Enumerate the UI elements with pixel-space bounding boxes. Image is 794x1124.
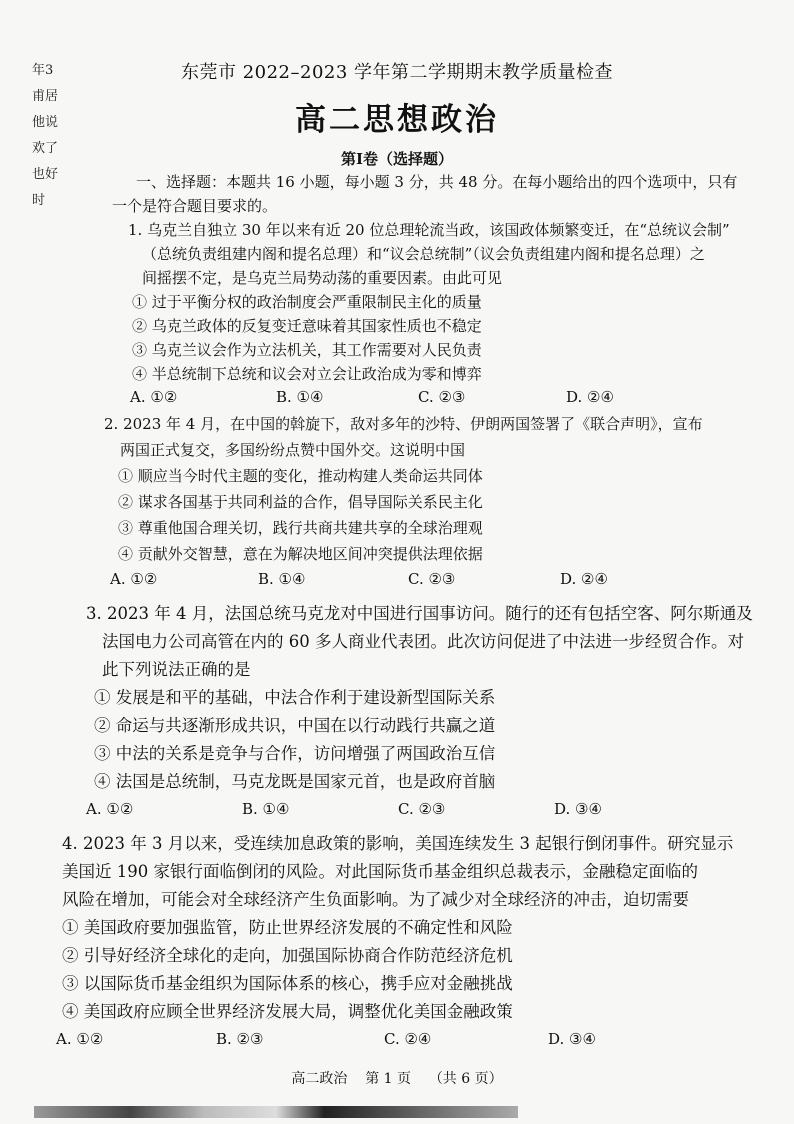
option-c[interactable]: C. ②③ <box>418 388 466 406</box>
question-item: ③ 尊重他国合理关切，践行共商共建共享的全球治理观 <box>118 519 483 537</box>
option-a[interactable]: A. ①② <box>110 570 158 588</box>
question-item: ① 顺应当今时代主题的变化，推动构建人类命运共同体 <box>118 467 483 485</box>
option-d[interactable]: D. ③④ <box>548 1030 596 1048</box>
margin-note-line <box>32 240 66 266</box>
question-item: ② 谋求各国基于共同利益的合作，倡导国际关系民主化 <box>118 493 483 511</box>
option-c[interactable]: C. ②③ <box>408 570 456 588</box>
option-d[interactable]: D. ②④ <box>560 570 608 588</box>
option-a[interactable]: A. ①② <box>130 388 178 406</box>
question-item: ① 发展是和平的基础，中法合作利于建设新型国际关系 <box>94 688 496 707</box>
exam-title: 东莞市 2022–2023 学年第二学期期末教学质量检查 <box>180 62 614 83</box>
margin-note-line: 时 <box>32 193 46 208</box>
instructions-line: 一个是符合题目要求的。 <box>112 197 278 215</box>
option-d[interactable]: D. ②④ <box>566 388 614 406</box>
question-stem-line: 1. 乌克兰自独立 30 年以来有近 20 位总理轮流当政，该国政体频繁变迁，在“总统议会制” <box>128 221 730 239</box>
question-item: ④ 半总统制下总统和议会对立会让政治成为零和博弈 <box>132 365 482 383</box>
margin-note-line: 他说 <box>32 115 59 130</box>
option-b[interactable]: B. ①④ <box>276 388 324 406</box>
scan-artifact-bar <box>34 1106 518 1118</box>
question-item: ① 过于平衡分权的政治制度会严重限制民主化的质量 <box>132 293 482 311</box>
question-stem-line: 2. 2023 年 4 月，在中国的斡旋下，敌对多年的沙特、伊朗两国签署了《联合声明》，宣布 <box>104 415 703 433</box>
option-b[interactable]: B. ①④ <box>242 800 290 818</box>
footer-page-number: 第 1 页 <box>365 1071 411 1087</box>
page-footer <box>0 1068 794 1088</box>
option-c[interactable]: C. ②④ <box>384 1030 432 1048</box>
margin-note-line <box>32 266 66 292</box>
instructions-line: 一、选择题：本题共 16 小题，每小题 3 分，共 48 分。在每小题给出的四个选项中，只有 <box>136 173 738 191</box>
question-stem-line: 两国正式复交，多国纷纷点赞中国外交。这说明中国 <box>120 441 466 459</box>
option-b[interactable]: B. ②③ <box>216 1030 264 1048</box>
option-a[interactable]: A. ①② <box>56 1030 104 1048</box>
footer-subject: 高二政治 <box>291 1071 348 1087</box>
margin-note-line: 年3 <box>32 63 54 78</box>
margin-note-line <box>32 214 66 240</box>
option-c[interactable]: C. ②③ <box>398 800 446 818</box>
question-item: ④ 法国是总统制，马克龙既是国家元首，也是政府首脑 <box>94 772 496 791</box>
question-stem-line: 3. 2023 年 4 月，法国总统马克龙对中国进行国事访问。随行的还有包括空客、阿尔斯通及 <box>86 604 753 623</box>
question-stem-line: （总统负责组建内阁和提名总理）和“议会总统制”（议会负责组建内阁和提名总理）之 <box>142 245 705 263</box>
question-item: ② 乌克兰政体的反复变迁意味着其国家性质也不稳定 <box>132 317 482 335</box>
margin-note-line: 甫居 <box>32 89 59 104</box>
question-stem-line: 间摇摆不定，是乌克兰局势动荡的重要因素。由此可见 <box>142 269 503 287</box>
option-a[interactable]: A. ①② <box>86 800 134 818</box>
question-item: ③ 中法的关系是竞争与合作，访问增强了两国政治互信 <box>94 744 496 763</box>
question-item: ② 引导好经济全球化的走向，加强国际协商合作防范经济危机 <box>62 946 513 965</box>
question-item: ④ 美国政府应顾全世界经济发展大局，调整优化美国金融政策 <box>62 1002 513 1021</box>
question-stem-line: 4. 2023 年 3 月以来，受连续加息政策的影响，美国连续发生 3 起银行倒闭事件。研究显示 <box>62 834 734 853</box>
part-title: 第Ⅰ卷（选择题） <box>340 150 454 168</box>
margin-note-line: 欢了 <box>32 141 59 156</box>
question-stem-line: 此下列说法正确的是 <box>102 660 251 679</box>
question-item: ③ 乌克兰议会作为立法机关，其工作需要对人民负责 <box>132 341 482 359</box>
option-b[interactable]: B. ①④ <box>258 570 306 588</box>
option-d[interactable]: D. ③④ <box>554 800 602 818</box>
question-stem-line: 法国电力公司高管在内的 60 多人商业代表团。此次访问促进了中法进一步经贸合作。对 <box>102 632 744 651</box>
question-item: ④ 贡献外交智慧，意在为解决地区间冲突提供法理依据 <box>118 545 483 563</box>
footer-total-pages: （共 6 页） <box>428 1071 503 1087</box>
margin-note-line: 也好 <box>32 167 59 182</box>
question-stem-line: 风险在增加，可能会对全球经济产生负面影响。为了减少对全球经济的冲击，迫切需要 <box>62 890 689 909</box>
question-item: ③ 以国际货币基金组织为国际体系的核心，携手应对金融挑战 <box>62 974 513 993</box>
question-item: ① 美国政府要加强监管，防止世界经济发展的不确定性和风险 <box>62 918 513 937</box>
subject-title: 高二思想政治 <box>295 102 499 138</box>
question-item: ② 命运与共逐渐形成共识，中国在以行动践行共赢之道 <box>94 716 496 735</box>
question-stem-line: 美国近 190 家银行面临倒闭的风险。对此国际货币基金组织总裁表示，金融稳定面临的 <box>62 862 698 881</box>
